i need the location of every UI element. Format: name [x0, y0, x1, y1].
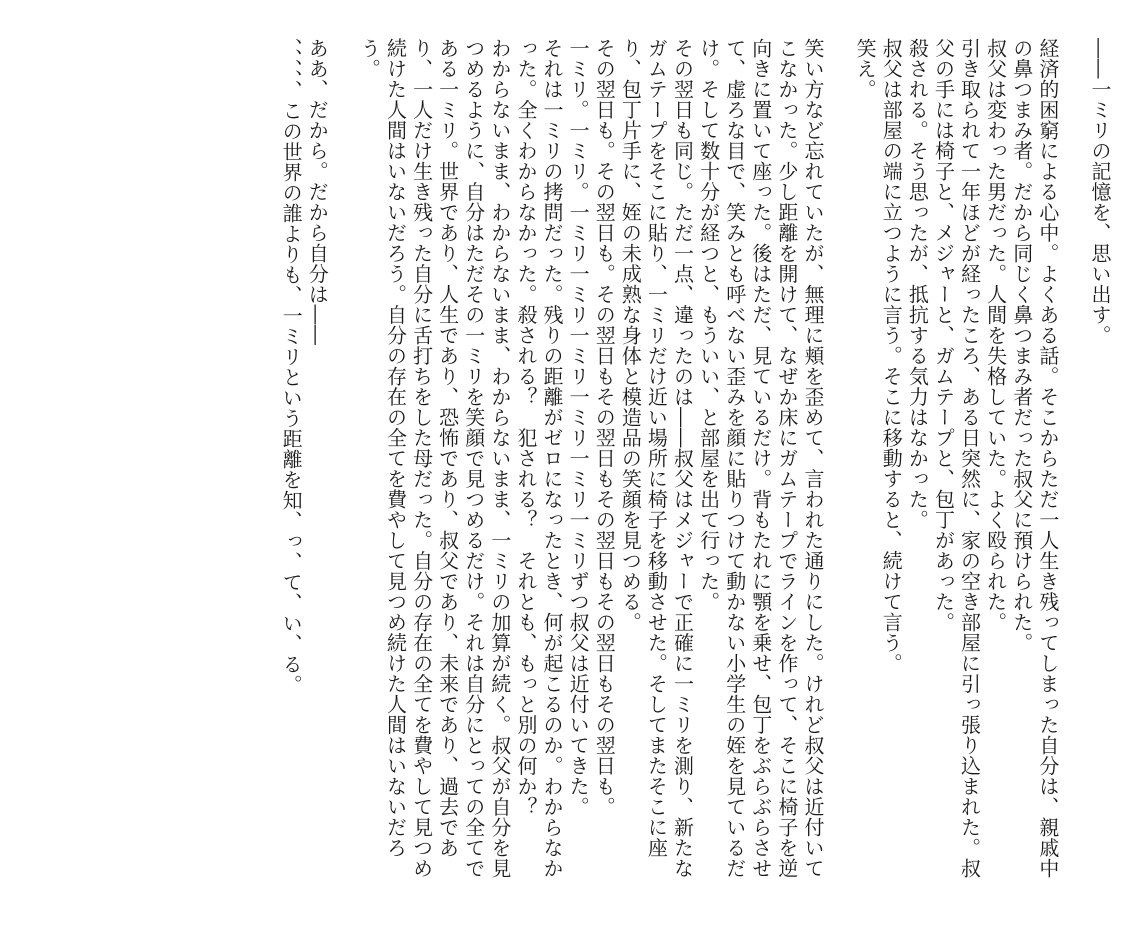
paragraph: ああ、だから。だから自分は――	[305, 38, 330, 346]
paragraph: 殺される。そう思ったが、抵抗する気力はなかった。	[905, 38, 930, 530]
paragraph: その翌日も。その翌日も。その翌日もその翌日もその翌日もその翌日もその翌日も。	[592, 38, 617, 817]
paragraph: 笑い方など忘れていたが、無理に頬を歪めて、言われた通りにした。けれど叔父は近付いてこなかった。少し距離を開けて、なぜか床にガムテープでラインを作って、そこに椅子を逆向きに置いて座った。後はただ、見ているだけ。背もたれに顎を乗せ、包丁をぶらぶらさせて、虚ろな目で、笑みとも呼べない歪みを顔に貼りつけて動かない小学生の姪を見ているだけ。そして数十分が経つと、もういい、と部屋を出て行った。	[696, 38, 825, 879]
paragraph: 笑え。	[853, 38, 878, 100]
vertical-text-body	[278, 38, 1113, 896]
paragraph: 叔父は変わった男だった。人間を失格していた。よく殴られた。	[983, 38, 1008, 633]
closing-line: 、、、、、この世界の誰よりも、一ミリという距離を知、っ、て、い、る。	[279, 38, 304, 695]
blank-line	[1061, 38, 1087, 896]
paragraph: 引き取られて一年ほどが経ったころ、ある日突然に、家の空き部屋に引っ張り込まれた。叔父の手には椅子と、メジャーと、ガムテープと、包丁があった。	[931, 38, 982, 879]
paragraph: その翌日も同じ。ただ一点、違ったのは――叔父はメジャーで正確に一ミリを測り、新たなガムテープをそこに貼り、一ミリだけ近い場所に椅子を移動させた。そしてまたそこに座り、包丁片手に、姪の未成熟な身体と模造品の笑顔を見つめる。	[618, 38, 695, 879]
paragraph: 一ミリ。一ミリ。一ミリ一ミリ一ミリ一ミリ一ミリ一ミリずつ叔父は近付いてきた。	[566, 38, 591, 817]
paragraph: それは一ミリの拷問だった。残りの距離がゼロになったとき、何が起こるのか。わからなかった。全くわからなかった。殺される？ 犯される？ それとも、もっと別の何か？	[513, 38, 565, 879]
blank-line	[330, 38, 356, 896]
paragraph: 叔父は部屋の端に立つように言う。そこに移動すると、続けて言う。	[879, 38, 904, 674]
paragraph: わからないまま、わからないまま、わからないまま、一ミリの加算が続く。叔父が自分を見つめるように、自分はただその一ミリを笑顔で見つめるだけ。それは自分にとっての全てである一ミリ。世界であり、人生であり、恐怖であり、叔父であり、未来であり、過去であり、一人だけ生き残った自分に舌打ちをした母だった。自分の存在の全てを費やして見つめ続けた人間はいないだろう。自分の存在の全てを費やして見つめ続けた人間はいないだろう。	[357, 38, 512, 879]
blank-line	[826, 38, 852, 896]
opening-line: ――一ミリの記憶を、思い出す。	[1088, 38, 1112, 346]
paragraph: 経済的困窮による心中。よくある話。そこからただ一人生き残ってしまった自分は、親戚中の鼻つまみ者。だから同じく鼻つまみ者だった叔父に預けられた。	[1009, 38, 1060, 879]
